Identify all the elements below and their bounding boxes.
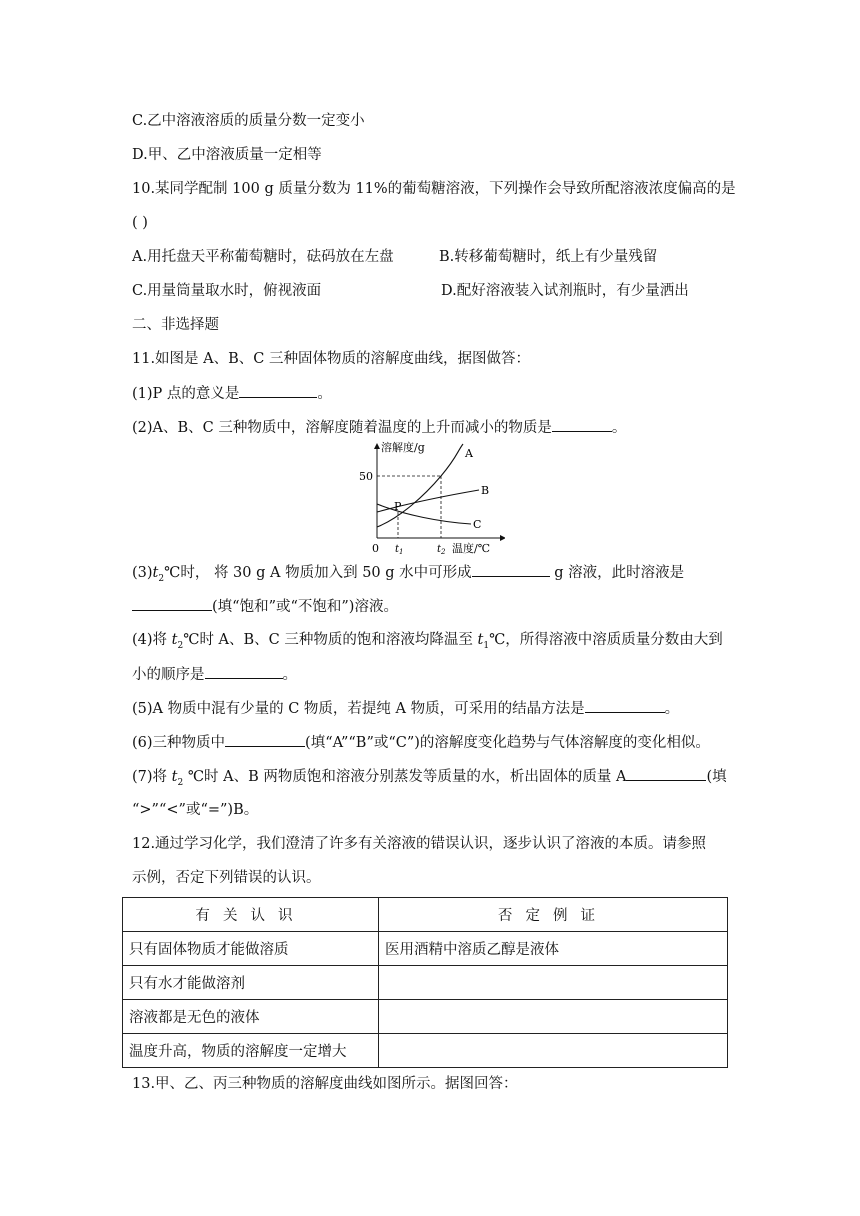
curve-a [377,444,463,527]
q12-table [122,897,728,1068]
table-row [123,1034,728,1068]
q10-option-d: D.配好溶液装入试剂瓶时，有少量洒出 [441,283,689,299]
table-answer-cell[interactable] [379,1000,728,1034]
q10-option-c: C.用量筒量取水时，俯视液面 [132,283,322,299]
answer-blank[interactable] [225,732,305,747]
table-cell: 溶液都是无色的液体 [123,1000,379,1034]
table-cell: 只有水才能做溶剂 [123,966,379,1000]
q9-option-d: D.甲、乙中溶液质量一定相等 [132,147,322,163]
q11-part7-line2: “>”“<”或“=”)B。 [132,802,259,818]
q11-part3: $(3)t_2℃$时， 将 30 g A 物质加入到 50 g 水中可形成 g 溶液，此时溶液是 [132,562,728,589]
q10-option-a: A.用托盘天平称葡萄糖时，砝码放在左盘 [132,249,394,265]
q13-stem: 13.甲、乙、丙三种物质的溶解度曲线如图所示。据图回答： [132,1076,518,1092]
answer-blank[interactable] [472,562,550,577]
q10-option-b: B.转移葡萄糖时，纸上有少量残留 [439,249,658,265]
series-label-a: A [465,447,473,460]
q11-part1: (1)P 点的意义是 。 [132,383,332,404]
section-title: 二、非选择题 [132,317,219,333]
answer-blank[interactable] [205,664,283,679]
q11-stem: 11.如图是 A、B、C 三种固体物质的溶解度曲线，据图做答： [132,351,530,367]
table-cell: 只有固体物质才能做溶质 [123,932,379,966]
table-row [123,932,728,966]
answer-blank[interactable] [626,766,706,781]
table-answer-cell[interactable] [379,966,728,1000]
answer-blank[interactable] [239,383,317,398]
table-header-cell: 否定例证 [379,898,728,932]
table-answer-cell[interactable] [379,1034,728,1068]
x-axis-label: 温度/℃ [452,542,491,555]
solubility-chart [355,440,505,560]
q11-part3-line2: (填“饱和”或“不饱和”)溶液。 [132,596,398,617]
table-header-cell: 有关认识 [123,898,379,932]
q9-option-c: C.乙中溶液溶质的质量分数一定变小 [132,113,365,129]
x-tick-t1: $t_1$ [395,544,404,556]
q11-part5: (5)A 物质中混有少量的 C 物质，若提纯 A 物质，可采用的结晶方法是 。 [132,698,679,719]
table-row [123,966,728,1000]
answer-blank[interactable] [552,417,612,432]
q10-stem: 10.某同学配制 100 g 质量分数为 11%的葡萄糖溶液，下列操作会导致所配溶液浓度偏高的是 [132,181,736,197]
table-cell: 温度升高，物质的溶解度一定增大 [123,1034,379,1068]
table-header-row [123,898,728,932]
series-label-c: C [473,518,482,531]
q11-part6: (6)三种物质中 (填“A”“B”或“C”)的溶解度变化趋势与气体溶解度的变化相似。 [132,732,710,753]
q11-part2: (2)A、B、C 三种物质中，溶解度随着温度的上升而减小的物质是 。 [132,417,626,438]
q11-part7: (7)将 $t_2$ ℃时 A、B 两物质饱和溶液分别蒸发等质量的水，析出固体的质量 A (填 [132,766,727,793]
x-tick-t2: $t_2$ [437,544,446,556]
y-axis-label: 溶解度/g [381,441,425,454]
q12-stem-line1: 12.通过学习化学，我们澄清了许多有关溶液的错误认识，逐步认识了溶液的本质。请参照 [132,836,707,852]
answer-blank[interactable] [132,596,212,611]
point-p-label: P [394,500,402,513]
table-cell: 医用酒精中溶质乙醇是液体 [379,932,728,966]
curve-b [377,490,479,512]
q11-part4: (4)将 $t_2℃$时 A、B、C 三种物质的饱和溶液均降温至 $t_1℃$，所得溶液中溶质质量分数由大到 [132,632,723,651]
curve-c [377,504,471,524]
table-row [123,1000,728,1034]
y-tick-50: 50 [359,470,373,483]
series-label-b: B [481,484,490,497]
origin-label: 0 [372,542,379,555]
q12-stem-line2: 示例，否定下列错误的认识。 [132,870,321,886]
q11-part4-line2: 小的顺序是 。 [132,664,297,685]
q10-answer-bracket: ( ) [132,215,148,231]
answer-blank[interactable] [585,698,665,713]
